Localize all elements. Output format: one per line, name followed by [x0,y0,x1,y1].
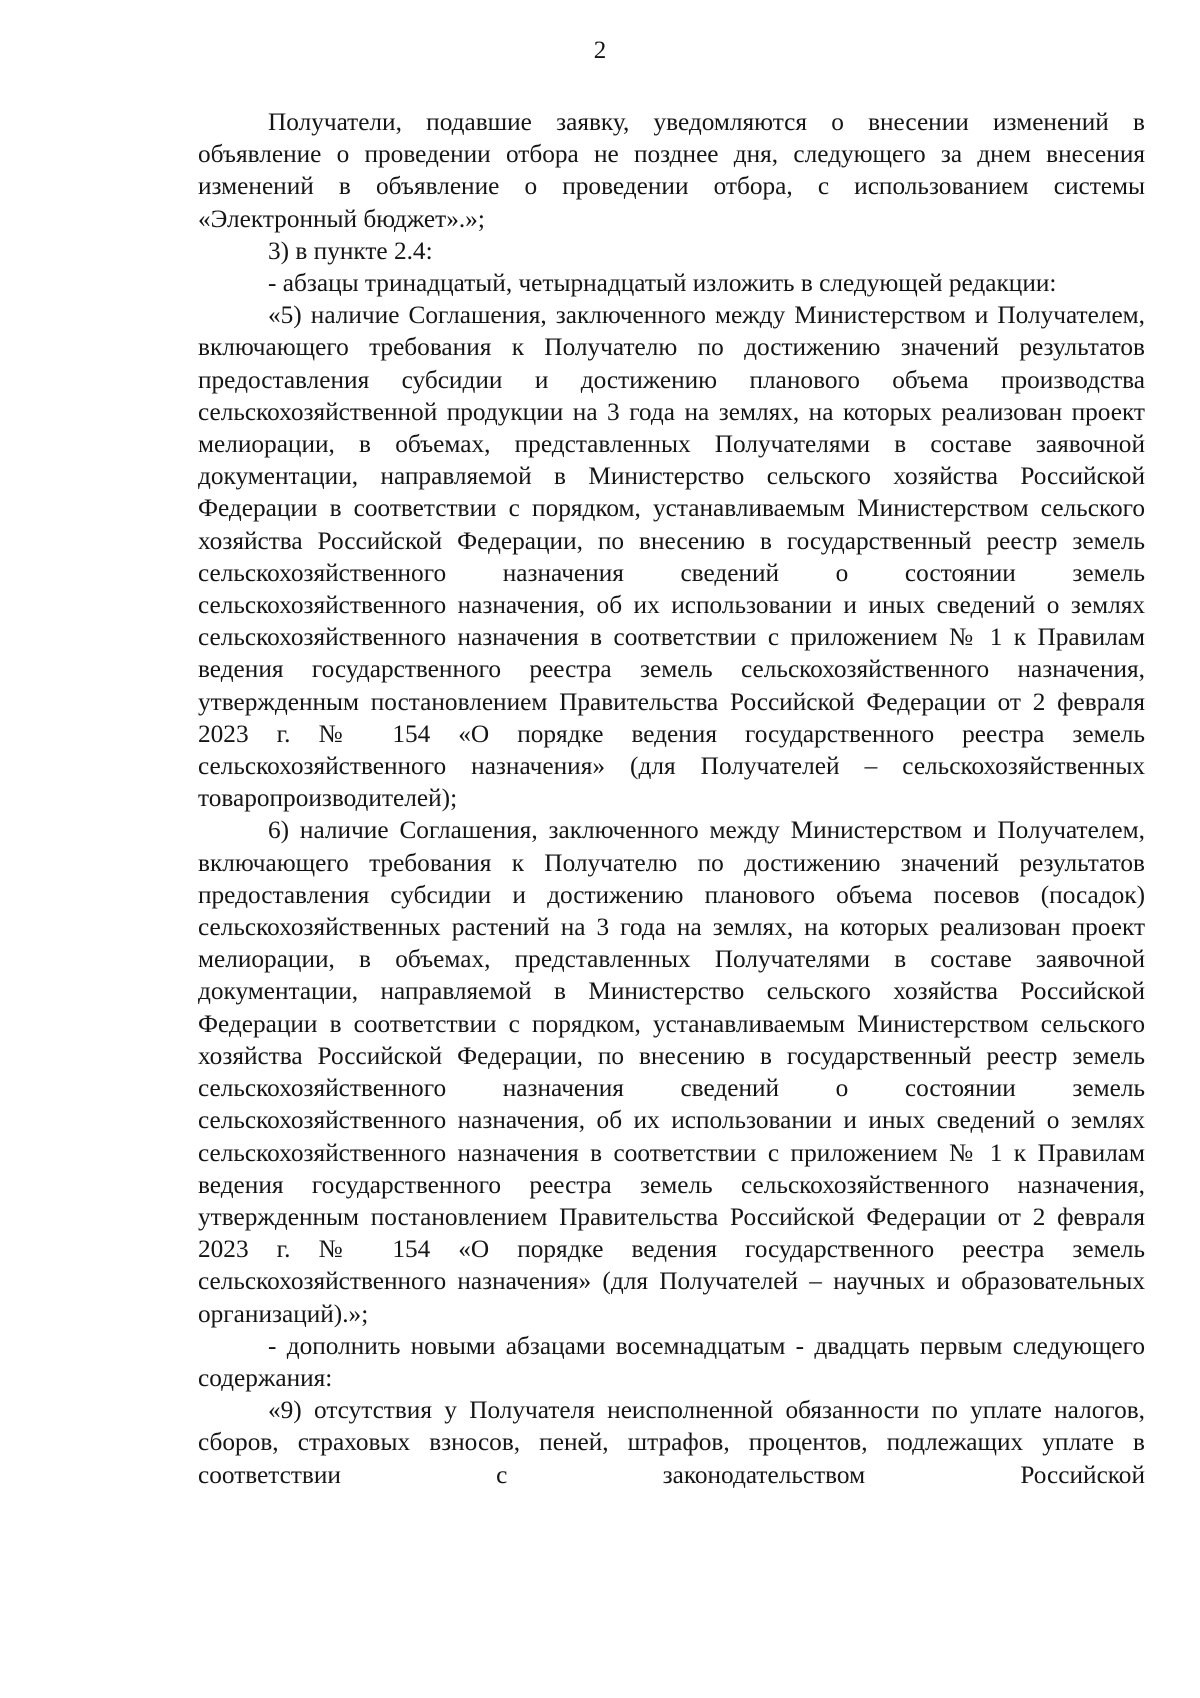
paragraph-clause-9: «9) отсутствия у Получателя неисполненной обязанности по уплате налогов, сборов, страховых взносов, пеней, штрафов, процентов, подлежащих уплате в соответствии с законодательством Российской [198,1396,1145,1489]
paragraph-clause-5: «5) наличие Соглашения, заключенного между Министерством и Получателем, включающего требования к Получателю по достижению значений результатов предоставления субсидии и достижению планового объема производства сельскохозяйственной продукции на 3 года на землях, на которых реализован проект мелиорации, в объемах, представленных Получателями в составе заявочной документации, направляемой в Министерство сельского хозяйства Российской Федерации в соответствии с порядком, устанавливаемым Министерством сельского хозяйства Российской Федерации, по внесению в государственный реестр земель сельскохозяйственного назначения сведений о состоянии земель сельскохозяйственного назначения, об их использовании и иных сведений о землях сельскохозяйственного назначения в соответствии с приложением № 1 к Правилам ведения государственного реестра земель сельскохозяйственного назначения, утвержденным постановлением Правительства Российской Федерации от 2 февраля 2023 г. № 154 «О порядке ведения государственного реестра земель сельскохозяйственного назначения» (для Получателей – сельскохозяйственных товаропроизводителей); [198,301,1145,813]
paragraph-add-18-21: - дополнить новыми абзацами восемнадцатым - двадцать первым следующего содержания: [198,1331,1145,1392]
paragraph-clause-6: 6) наличие Соглашения, заключенного между Министерством и Получателем, включающего требования к Получателю по достижению значений результатов предоставления субсидии и достижению планового объема посевов (посадок) сельскохозяйственных растений на 3 года на землях, на которых реализован проект мелиорации, в объемах, представленных Получателями в составе заявочной документации, направляемой в Министерство сельского хозяйства Российской Федерации в соответствии с порядком, устанавливаемым Министерством сельского хозяйства Российской Федерации, по внесению в государственный реестр земель сельскохозяйственного назначения сведений о состоянии земель сельскохозяйственного назначения, об их использовании и иных сведений о землях сельскохозяйственного назначения в соответствии с приложением № 1 к Правилам ведения государственного реестра земель сельскохозяйственного назначения, утвержденным постановлением Правительства Российской Федерации от 2 февраля 2023 г. № 154 «О порядке ведения государственного реестра земель сельскохозяйственного назначения» (для Получателей – научных и образовательных организаций).»; [198,816,1145,1328]
page-number: 2 [593,37,607,64]
paragraph-item-3: 3) в пункте 2.4: [268,236,433,265]
paragraph-notification: Получатели, подавшие заявку, уведомляются о внесении изменений в объявление о проведении отбора не позднее дня, следующего за днем внесения изменений в объявление о проведении отбора, с использованием системы «Электронный бюджет».»; [198,108,1145,233]
document-body [198,106,1145,1491]
paragraph-amend-13-14: - абзацы тринадцатый, четырнадцатый изложить в следующей редакции: [268,269,1057,298]
